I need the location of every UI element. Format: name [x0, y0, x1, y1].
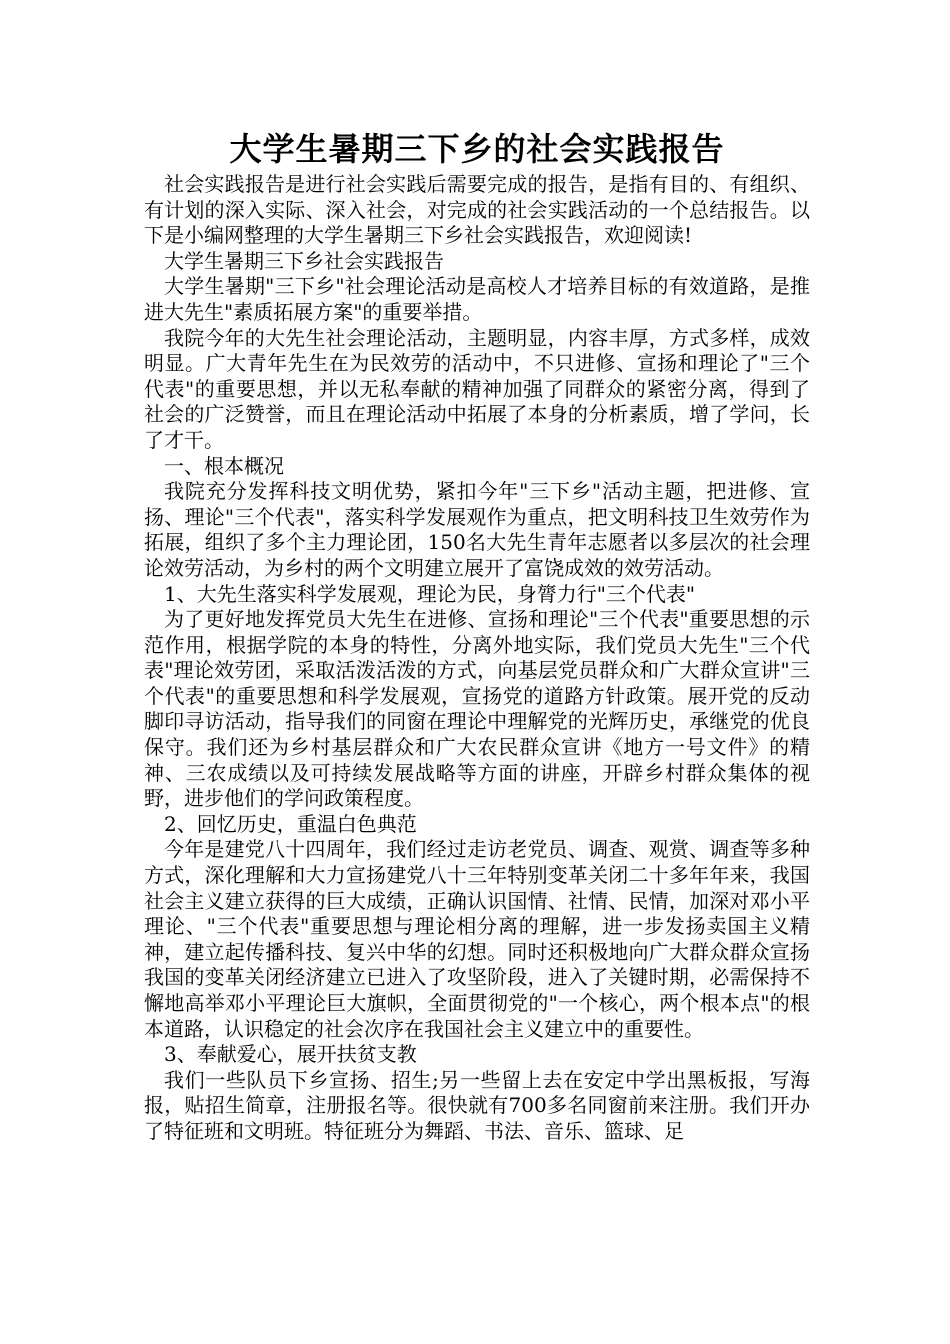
document-title: 大学生暑期三下乡的社会实践报告 [229, 130, 725, 168]
paragraph-section-3: 我们一些队员下乡宣扬、招生;另一些留上去在安定中学出黑板报，写海报，贴招生简章，注册报名等。很快就有700多名同窗前来注册。我们开办了特征班和文明班。特征班分为舞蹈、书法、音乐、篮球、足 [144, 1067, 810, 1143]
section-heading-1: 1、大先生落实科学发展观，理论为民，身膂力行"三个代表" [164, 581, 696, 606]
paragraph-intro: 社会实践报告是进行社会实践后需要完成的报告，是指有目的、有组织、有计划的深入实际、深入社会，对完成的社会实践活动的一个总结报告。以下是小编网整理的大学生暑期三下乡社会实践报告，欢迎阅读! [144, 172, 810, 248]
section-heading-basic-situation: 一、根本概况 [164, 453, 284, 478]
paragraph-subtitle: 大学生暑期三下乡社会实践报告 [164, 248, 444, 273]
paragraph-basic-situation: 我院充分发挥科技文明优势，紧扣今年"三下乡"活动主题，把进修、宣扬、理论"三个代表"，落实科学发展观作为重点，把文明科技卫生效劳作为拓展，组织了多个主力理论团，150名大先生青年志愿者以多层次的社会理论效劳活动，为乡村的两个文明建立展开了富饶成效的效劳活动。 [144, 479, 810, 580]
section-heading-3: 3、奉献爱心，展开扶贫支教 [164, 1042, 417, 1067]
section-heading-2: 2、回忆历史，重温白色典范 [164, 811, 417, 836]
paragraph-overview: 我院今年的大先生社会理论活动，主题明显，内容丰厚，方式多样，成效明显。广大青年先生在为民效劳的活动中，不只进修、宣扬和理论了"三个代表"的重要思想，并以无私奉献的精神加强了同群众的紧密分离，得到了社会的广泛赞誉，而且在理论活动中拓展了本身的分析素质，增了学问，长了才干。 [144, 325, 810, 452]
paragraph-section-1: 为了更好地发挥党员大先生在进修、宣扬和理论"三个代表"重要思想的示范作用，根据学院的本身的特性，分离外地实际，我们党员大先生"三个代表"理论效劳团，采取活泼活泼的方式，向基层党员群众和广大群众宣讲"三个代表"的重要思想和科学发展观，宣扬党的道路方针政策。展开党的反动脚印寻访活动，指导我们的同窗在理论中理解党的光辉历史，承继党的优良保守。我们还为乡村基层群众和广大农民群众宣讲《地方一号文件》的精神、三农成绩以及可持续发展战略等方面的讲座，开辟乡村群众集体的视野，进步他们的学问政策程度。 [144, 607, 810, 811]
paragraph-section-2: 今年是建党八十四周年，我们经过走访老党员、调查、观赏、调查等多种方式，深化理解和大力宣扬建党八十三年特别变革关闭二十多年年来，我国社会主义建立获得的巨大成绩，正确认识国情、社情、民情，加深对邓小平理论、"三个代表"重要思想与理论相分离的理解，进一步发扬卖国主义精神，建立起传播科技、复兴中华的幻想。同时还积极地向广大群众群众宣扬我国的变革关闭经济建立已进入了攻坚阶段，进入了关键时期，必需保持不懈地高举邓小平理论巨大旗帜，全面贯彻党的"一个核心，两个根本点"的根本道路，认识稳定的社会次序在我国社会主义建立中的重要性。 [144, 837, 810, 1041]
document-page [144, 128, 810, 1145]
paragraph-significance: 大学生暑期"三下乡"社会理论活动是高校人才培养目标的有效道路，是推进大先生"素质拓展方案"的重要举措。 [144, 274, 810, 324]
